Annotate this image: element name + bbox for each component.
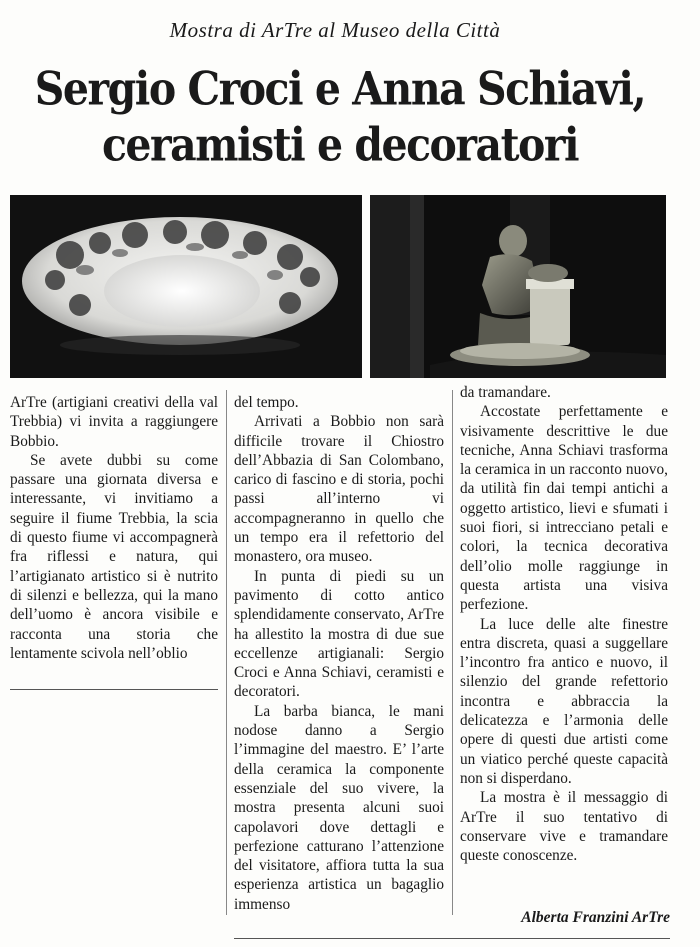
column-divider xyxy=(10,689,218,690)
bottom-rule xyxy=(234,938,670,939)
paragraph: Se avete dubbi su come passare una giornata diversa e interessante, vi invitiamo a seguire il fiume Trebbia, la scia di questo fiume vi accompagnerà fra riflessi e natura, qui l’artigianato artistico si è nutrito di silenzi e bellezza, qui la mano dell’uomo è ancora visibile e racconta una storia che lentamente scivola nell’oblio xyxy=(10,451,218,662)
article-column-1 xyxy=(10,393,218,663)
paragraph: ArTre (artigiani creativi della val Trebbia) vi invita a raggiungere Bobbio. xyxy=(10,394,218,450)
paragraph: Accostate perfettamente e visivamente descrittive le due tecniche, Anna Schiavi trasforma la ceramica in un racconto nuovo, da utilità fin dai tempi antichi a oggetto artistico, lievi e sfumati i suoi fiori, si intrecciano petali e colori, la tecnica decorativa dell’olio molle raggiunge in questa artista una visiva perfezione. xyxy=(460,403,668,614)
paragraph: La luce delle alte finestre entra discreta, quasi a suggellare l’incontro fra antico e nuovo, il silenzio del grande refettorio incontra e abbraccia la delicatezza e l’armonia delle opere di questi due artisti come un viatico perché queste capacità non si disperdano. xyxy=(460,615,668,787)
article-column-3 xyxy=(460,383,668,865)
ceramic-sculpture-photo xyxy=(370,195,666,378)
paragraph: Arrivati a Bobbio non sarà difficile trovare il Chiostro dell’Abbazia di San Colombano, carico di fascino e di storia, pochi passi all’interno vi accompagneranno in quello che un tempo era il refettorio del monastero, ora museo. xyxy=(234,413,444,566)
column-rule xyxy=(226,390,227,915)
article-title-line-2: ceramisti e decoratori xyxy=(101,118,579,172)
paragraph: La mostra è il messaggio di ArTre il suo tentativo di conservare vive e tramandare queste conoscenze. xyxy=(460,789,668,865)
column-rule xyxy=(452,390,453,915)
paragraph: La barba bianca, le mani nodose danno a Sergio l’immagine del maestro. E’ l’arte della ceramica la componente essenziale del suo vivere, la mostra presenta alcuni suoi capolavori dove dettagli e perfezione catturano l’attenzione del visitatore, affiora tutta la sua esperienza artistica un bagaglio immenso xyxy=(234,702,444,913)
article-author: Alberta Franzini ArTre xyxy=(521,909,670,926)
ceramic-plate-photo xyxy=(10,195,362,378)
article-kicker: Mostra di ArTre al Museo della Città xyxy=(169,18,501,42)
paragraph: da tramandare. xyxy=(460,384,551,401)
paragraph: In punta di piedi su un pavimento di cotto antico splendidamente conservato, ArTre ha allestito la mostra di due sue eccellenze artigianali: Sergio Croci e Anna Schiavi, ceramisti e decoratori. xyxy=(234,567,444,701)
article-column-2 xyxy=(234,393,444,914)
paragraph: del tempo. xyxy=(234,394,299,411)
article-title-line-1: Sergio Croci e Anna Schiavi, xyxy=(34,62,646,116)
